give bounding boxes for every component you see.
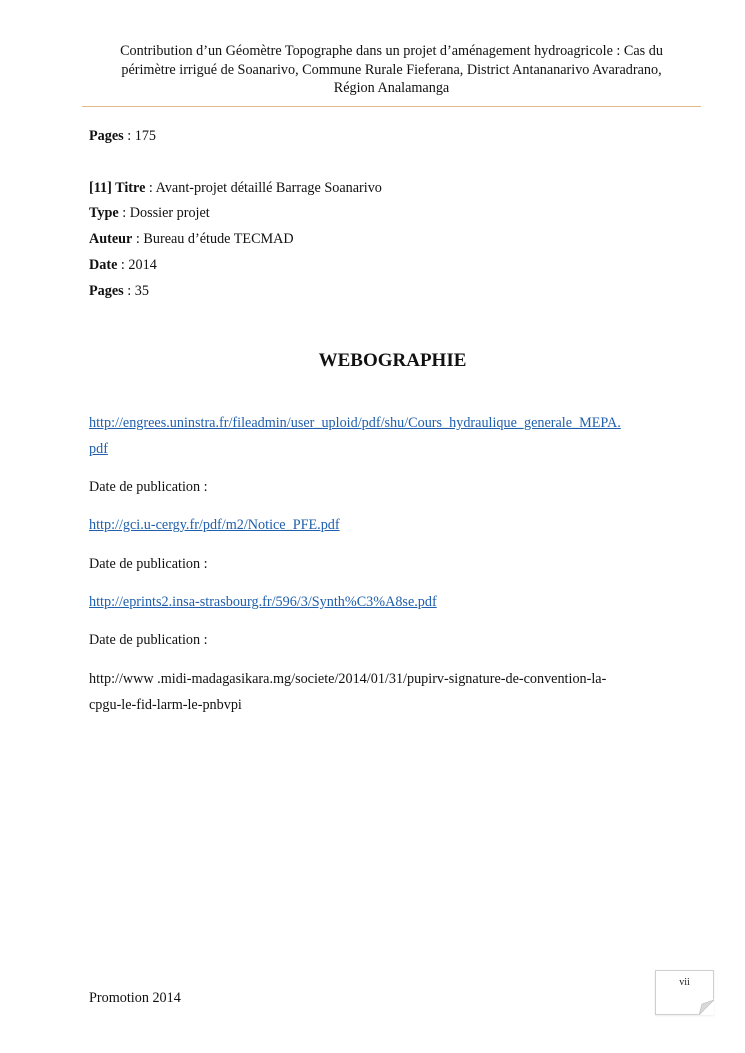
web-link-2-row[interactable] — [89, 516, 340, 534]
prev-entry-pages: Pages : 175 — [89, 128, 157, 144]
web-link-3-row[interactable] — [89, 593, 437, 611]
page-number: vii — [679, 977, 690, 988]
web-link-2[interactable]: http://gci.u-cergy.fr/pdf/m2/Notice_PFE.pdf — [89, 517, 340, 533]
entry11-author: Auteur : Bureau d’étude TECMAD — [89, 231, 294, 247]
footer-promotion: Promotion 2014 — [89, 990, 181, 1006]
header-rule — [82, 106, 701, 107]
page-curl-icon — [698, 999, 714, 1015]
entry11-type: Type : Dossier projet — [89, 205, 210, 221]
header-line-1: Contribution d’un Géomètre Topographe dans un projet d’aménagement hydroagricole : Cas du — [120, 43, 663, 59]
page-number-box — [655, 970, 714, 1015]
web-link-3[interactable]: http://eprints2.insa-strasbourg.fr/596/3/Synth%C3%A8se.pdf — [89, 594, 437, 610]
web-link-1-line-1[interactable]: http://engrees.uninstra.fr/fileadmin/user_uploid/pdf/shu/Cours_hydraulique_generale_MEPA. — [89, 415, 621, 431]
header-line-3: Région Analamanga — [333, 80, 450, 96]
entry11-pages: Pages : 35 — [89, 283, 149, 299]
pub-date-2: Date de publication : — [89, 556, 208, 572]
webography-title: WEBOGRAPHIE — [318, 350, 467, 371]
entry11-date: Date : 2014 — [89, 257, 157, 273]
entry11-title: [11] Titre : Avant-projet détaillé Barrage Soanarivo — [89, 180, 382, 196]
pub-date-1: Date de publication : — [89, 479, 208, 495]
web-link-1-line-2[interactable]: pdf — [89, 441, 108, 457]
running-header — [82, 42, 701, 98]
pub-date-3: Date de publication : — [89, 632, 208, 648]
header-line-2: périmètre irrigué de Soanarivo, Commune Rurale Fieferana, District Antananarivo Avaradrano, — [121, 61, 662, 78]
web-link-1[interactable] — [89, 414, 621, 432]
web-url-4-line-2: cpgu-le-fid-larm-le-pnbvpi — [89, 697, 242, 713]
web-link-1-cont[interactable] — [89, 440, 108, 458]
web-url-4-line-1: http://www .midi-madagasikara.mg/societe/2014/01/31/pupirv-signature-de-convention-la- — [89, 671, 607, 687]
